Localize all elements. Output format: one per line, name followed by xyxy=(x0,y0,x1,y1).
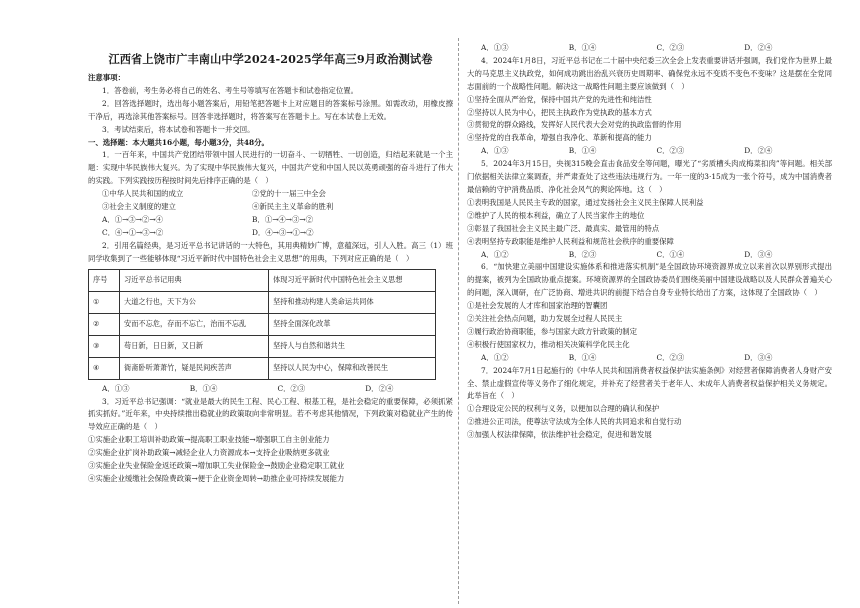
q3-item-4: ④实施企业缓缴社会保险费政策→便于企业资金周转→助推企业可持续发展能力 xyxy=(88,473,345,483)
q1-stem: 1．一百年来，中国共产党团结带领中国人民进行的一切奋斗、一切牺牲、一切创造，归结起来就是一个主题：实现中华民族伟大复兴。为了实现中华民族伟大复兴，中国共产党和中国人民以英勇顽强的奋斗进行了伟大的实践。下列实践按历程按时间先后排序正确的是（ ） xyxy=(88,150,453,186)
table-cell: 坚持和推动构建人类命运共同体 xyxy=(269,291,436,313)
table-cell: 苟日新，日日新，又日新 xyxy=(120,335,269,357)
q4-item-4: ④坚持党的自我革命，增强自我净化、革新和提高的能力 xyxy=(467,133,652,143)
q6-item-3: ③履行政治协商职能，参与国家大政方针政策的制定 xyxy=(467,326,637,336)
table-cell: ② xyxy=(89,313,120,335)
table-row xyxy=(89,291,436,313)
q5-stem: 5．2024年3月15日，央视315晚会直击食品安全等问题，曝光了“劣质槽头肉成梅菜扣肉”等问题。相关部门依据相关法律立案调查，并严肃查处了这些违法违规行为。一年一度的3·15成为一张个符号，成为中国消费者最信赖的守护消费品质、净化社会风气的舆论阵地。这（ ） xyxy=(467,159,832,194)
note-2: 2．回答选择题时，选出每小题答案后，用铅笔把答题卡上对应题目的答案标号涂黑。如需改动，用橡皮擦干净后，再选涂其他答案标号。回答非选择题时，将答案写在答题卡上。写在本试卷上无效。 xyxy=(88,98,453,121)
q1-option-d: D．④→③→①→② xyxy=(252,227,314,237)
q4-option-c: C．②③ xyxy=(656,146,685,156)
q3-option-c: C．②③ xyxy=(656,43,685,52)
q3-option-a: A．①③ xyxy=(481,43,509,52)
q3-item-1: ①实施企业职工培训补助政策→提高职工职业技能→增强职工自主创业能力 xyxy=(88,435,330,445)
q6-option-a: A．①② xyxy=(481,352,509,362)
q3-item-2: ②实施企业扩岗补助政策→减轻企业人力资源成本→支持企业吸纳更多就业 xyxy=(88,448,330,458)
q5-option-c: C．①④ xyxy=(656,249,685,259)
q1-item-4: ④新民主主义革命的胜利 xyxy=(252,202,334,212)
note-3: 3．考试结束后，将本试卷和答题卡一并交回。 xyxy=(102,124,255,134)
q2-option-c: C．②③ xyxy=(277,383,306,393)
left-column xyxy=(88,40,453,486)
q3-option-b: B．①④ xyxy=(568,43,597,52)
q2-option-d: D．②④ xyxy=(365,383,394,393)
q7-item-3: ③加强人权法律保障，依法维护社会稳定，促进和谐发展 xyxy=(467,430,652,440)
q5-options xyxy=(467,249,832,262)
q2-stem: 2．引用名篇经典，是习近平总书记讲话的一大特色，其用典精妙广博，意蕴深远，引人入胜。高三（1）班同学收集到了一些能够体现“习近平新时代中国特色社会主义思想”的用典，下列对应正确的是（ ） xyxy=(88,240,453,263)
q1-items-row1 xyxy=(88,188,453,201)
q5-item-1: ①表明我国是人民民主专政的国家，通过发扬社会主义民主保障人民利益 xyxy=(467,197,704,207)
q2-option-a: A．①③ xyxy=(102,383,130,393)
q4-item-1: ①坚持全面从严治党，保持中国共产党的先进性和纯洁性 xyxy=(467,94,652,104)
q3-item-3: ③实施企业失业保险金返还政策→增加职工失业保险金→鼓励企业稳定职工就业 xyxy=(88,461,345,471)
q1-item-2: ②党的十一届三中全会 xyxy=(252,189,326,199)
q1-item-3: ③社会主义制度的建立 xyxy=(102,202,176,212)
table-cell: 坚持人与自然和谐共生 xyxy=(269,335,436,357)
q6-options xyxy=(467,352,832,365)
q6-option-b: B．①④ xyxy=(568,352,597,362)
q1-option-b: B．①→④→③→② xyxy=(252,214,313,224)
table-header-cell: 序号 xyxy=(89,269,120,291)
q3-option-d: D．②④ xyxy=(744,43,773,52)
q1-item-1: ①中华人民共和国的成立 xyxy=(102,189,184,199)
q5-item-2: ②维护了人民的根本利益，确立了人民当家作主的地位 xyxy=(467,210,645,220)
table-header-cell: 体现习近平新时代中国特色社会主义思想 xyxy=(269,269,436,291)
q4-item-3: ③贯彻党的群众路线，发挥好人民代表大会对党的执政监督的作用 xyxy=(467,120,682,130)
table-header-cell: 习近平总书记用典 xyxy=(120,269,269,291)
q5-option-b: B．②③ xyxy=(568,249,597,259)
table-cell: ③ xyxy=(89,335,120,357)
table-row xyxy=(89,357,436,379)
q1-option-a: A．①→③→②→④ xyxy=(102,214,163,224)
q7-stem: 7．2024年7月1日起施行的《中华人民共和国消费者权益保护法实施条例》对经营者保障消费者人身财产安全、禁止虚假宣传等义务作了细化规定，并补充了经营者关于老年人、未成年人消费者权益保护相关义务规定。此举旨在（ ） xyxy=(467,365,832,401)
q4-option-d: D．②④ xyxy=(744,146,773,156)
q1-options-row2 xyxy=(88,227,453,240)
q6-item-1: ①是社会发展的人才库和国家治理的智囊团 xyxy=(467,301,608,311)
q4-option-a: A．①③ xyxy=(481,146,509,156)
q2-options xyxy=(88,383,453,396)
q3-stem: 3．习近平总书记强调：“就业是最大的民生工程、民心工程、根基工程，是社会稳定的重要保障，必须抓紧抓实抓好。”近年来，中央持续推出稳就业的政策取向非常明显。若不考虑其他情况，下列政策对稳就业产生的传导效应正确的是（ ） xyxy=(88,396,453,432)
q4-option-b: B．①④ xyxy=(568,146,597,156)
q4-item-2: ②坚持以人民为中心，把民主执政作为党执政的基本方式 xyxy=(467,107,652,117)
q4-options xyxy=(467,145,832,158)
q1-options-row1 xyxy=(88,214,453,227)
q1-items-row2 xyxy=(88,201,453,214)
q6-item-2: ②关注社会热点问题，助力发展全过程人民民主 xyxy=(467,314,623,324)
table-cell: ① xyxy=(89,291,120,313)
table-header-row xyxy=(89,269,436,291)
q4-stem: 4．2024年1月8日，习近平总书记在二十届中央纪委三次全会上发表重要讲话并强调，我们党作为世界上最大的马克思主义执政党，如何成功跳出治乱兴衰历史周期率、确保党永远不变质不变色不变味？这是摆在全党同志面前的一个战略性问题。解决这一战略性问题主要应该做到（ ） xyxy=(467,55,832,91)
section-heading: 一、选择题：本大题共16小题，每小题3分，共48分。 xyxy=(88,137,269,147)
q7-item-1: ①合理设定公民的权利与义务，以便加以合理的确认和保护 xyxy=(467,404,660,414)
table-cell: 衙斋卧听萧萧竹，疑是民间疾苦声 xyxy=(120,357,269,379)
notes-heading: 注意事项： xyxy=(88,73,125,82)
q5-option-a: A．①② xyxy=(481,249,509,259)
right-column xyxy=(467,42,832,442)
table-cell: 坚持全面深化改革 xyxy=(269,313,436,335)
q5-item-4: ④表明坚持专政职能是维护人民利益和规范社会秩序的重要保障 xyxy=(467,236,674,246)
q5-item-3: ③彰显了我国社会主义民主最广泛、最真实、最管用的特点 xyxy=(467,223,660,233)
column-divider xyxy=(458,38,459,604)
q6-option-d: D．③④ xyxy=(744,352,773,362)
table-cell: 坚持以人民为中心，保障和改善民生 xyxy=(269,357,436,379)
q3-options xyxy=(467,42,832,55)
q6-item-4: ④积极行使国家权力，推动相关决策科学化民主化 xyxy=(467,339,630,349)
q2-option-b: B．①④ xyxy=(189,383,218,393)
table-cell: ④ xyxy=(89,357,120,379)
q5-option-d: D．③④ xyxy=(744,249,773,259)
q6-option-c: C．②③ xyxy=(656,352,685,362)
q6-stem: 6．“加快建立美丽中国建设实施体系和推进落实机制”是全国政协环境资源界成立以来首次以界别形式提出的提案，被列为全国政协重点提案。环境资源界的全国政协委员们围绕美丽中国建设战略以及人民群众普遍关心的问题，深入调研，在广泛协商、增进共识的前提下结合自身专业特长给出了方案，这体现了全国政协（ ） xyxy=(467,262,832,298)
note-1: 1．答卷前，考生务必将自己的姓名、考生号等填写在答题卡和试卷指定位置。 xyxy=(102,85,358,95)
table-row xyxy=(89,313,436,335)
q7-item-2: ②推进公正司法，使尊法守法成为全体人民的共同追求和自觉行动 xyxy=(467,417,682,427)
q2-table xyxy=(88,269,436,380)
table-cell: 大道之行也，天下为公 xyxy=(120,291,269,313)
q1-option-c: C．④→①→③→② xyxy=(102,227,164,237)
table-cell: 安而不忘危，存而不忘亡，治而不忘乱 xyxy=(120,313,269,335)
exam-title: 江西省上饶市广丰南山中学2024-2025学年高三9月政治测试卷 xyxy=(108,52,433,66)
table-row xyxy=(89,335,436,357)
